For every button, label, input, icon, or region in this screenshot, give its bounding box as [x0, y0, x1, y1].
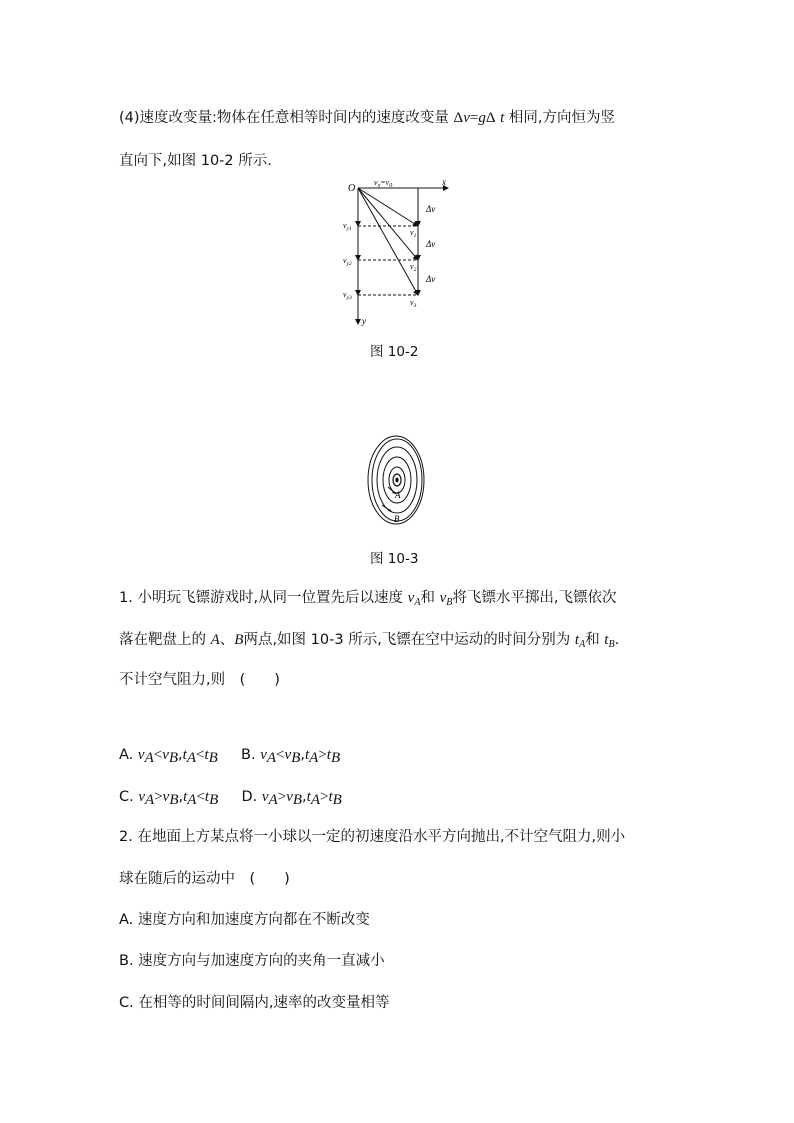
q2-line2: 球在随后的运动中 ( ) — [119, 871, 290, 887]
v2-vector — [358, 188, 418, 260]
point-b: B — [234, 632, 244, 648]
q1-option-b[interactable]: B. $v_A<v_B,t_A>t_B$ — [241, 747, 341, 766]
dart-b-label: B — [394, 514, 400, 524]
q1-option-c[interactable]: C. $v_A>v_B,t_A<t_B$ — [119, 789, 219, 808]
dartboard-bullseye — [395, 478, 398, 483]
figure-10-2-caption: 图 10-2 — [370, 344, 419, 360]
va-symbol: $v_A$ — [407, 590, 421, 608]
y-axis-label: y — [362, 316, 366, 326]
vy2-label: $v_{y2}$ — [343, 256, 352, 267]
vy3-label: $v_{y3}$ — [343, 290, 352, 301]
para4-line2: 直向下,如图 10-2 所示. — [119, 153, 272, 169]
v1-label: $v_1$ — [410, 228, 417, 239]
q1-option-d[interactable]: D. $v_A>v_B,t_A>t_B$ — [241, 789, 342, 808]
tb-symbol: $t_B$ — [604, 632, 615, 650]
point-a: A — [210, 632, 220, 648]
vy1-label: $v_{y1}$ — [343, 221, 352, 232]
q2-option-c[interactable]: C. 在相等的时间间隔内,速率的改变量相等 — [119, 995, 390, 1011]
q1-line1: 1. 小明玩飞镖游戏时,从同一位置先后以速度 $v_A$和 $v_B$将飞镖水平掷出,飞镖依次 — [119, 590, 617, 608]
delta-v-label-2: Δv — [426, 239, 436, 249]
q1-options-row-2 — [119, 787, 342, 807]
formula-delta-v: Δv=gΔ t — [453, 110, 505, 126]
v3-label: $v_3$ — [410, 298, 417, 309]
q1-line3: 不计空气阻力,则 ( ) — [119, 672, 280, 688]
q1-options-row-1 — [119, 745, 340, 765]
q1-option-a[interactable]: A. $v_A<v_B,t_A<t_B$ — [119, 747, 218, 766]
x-axis-label: x — [442, 177, 446, 187]
v2-label: $v_2$ — [410, 262, 417, 273]
v3-vector — [358, 188, 418, 295]
q1-line2: 落在靶盘上的 A、B两点,如图 10-3 所示,飞镖在空中运动的时间分别为 $t_A$和 $t_B$. — [119, 632, 620, 650]
figure-10-2 — [340, 176, 460, 328]
delta-v-label-3: Δv — [426, 274, 436, 284]
q2-option-b[interactable]: B. 速度方向与加速度方向的夹角一直减小 — [119, 953, 385, 969]
dart-a-label: A — [395, 490, 401, 500]
delta-v-label-1: Δv — [426, 204, 436, 214]
figure-10-3-caption: 图 10-3 — [370, 551, 419, 567]
vx-label: $v_x=v_0$ — [374, 178, 393, 189]
q2-line1: 2. 在地面上方某点将一小球以一定的初速度沿水平方向抛出,不计空气阻力,则小 — [119, 829, 626, 845]
para4-line1: (4)速度改变量:物体在任意相等时间内的速度改变量 Δv=gΔ t 相同,方向恒为竖 — [119, 110, 615, 126]
q2-option-a[interactable]: A. 速度方向和加速度方向都在不断改变 — [119, 912, 370, 928]
vb-symbol: $v_B$ — [439, 590, 453, 608]
ta-symbol: $t_A$ — [574, 632, 586, 650]
v1-vector — [358, 188, 418, 226]
origin-label: O — [348, 183, 356, 194]
figure-10-3 — [360, 432, 432, 528]
